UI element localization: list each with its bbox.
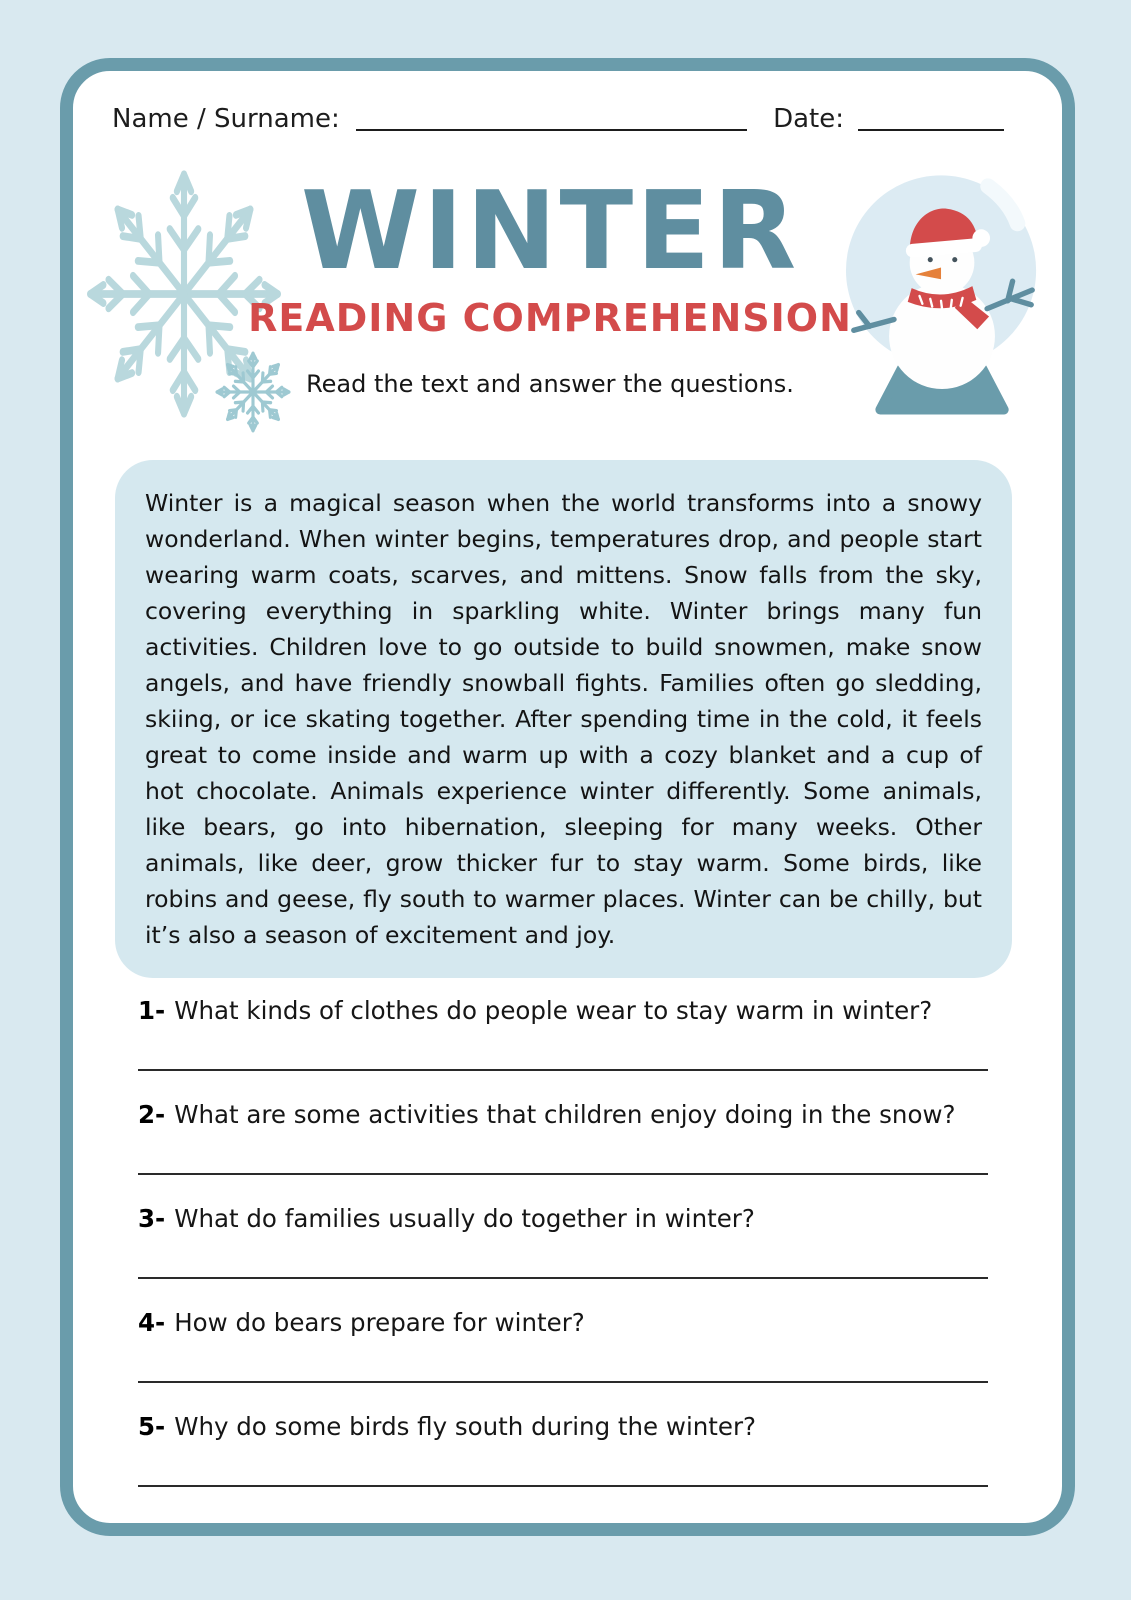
name-input-line[interactable] (356, 107, 747, 131)
question-item (138, 1100, 988, 1175)
question-number: 1- (138, 996, 166, 1025)
question-label: How do bears prepare for winter? (174, 1308, 585, 1337)
question-number: 5- (138, 1412, 166, 1441)
question-label: What kinds of clothes do people wear to stay warm in winter? (174, 996, 933, 1025)
question-label: What are some activities that children enjoy doing in the snow? (174, 1100, 956, 1129)
question-text (138, 1412, 988, 1441)
answer-line[interactable] (138, 1485, 988, 1487)
snow-globe-snowman-icon (845, 160, 1041, 426)
question-item (138, 1308, 988, 1383)
questions-section (138, 996, 988, 1516)
answer-line[interactable] (138, 1173, 988, 1175)
question-label: What do families usually do together in winter? (174, 1204, 755, 1233)
question-item (138, 1412, 988, 1487)
passage-box (115, 460, 1012, 978)
answer-line[interactable] (138, 1277, 988, 1279)
name-label: Name / Surname: (112, 104, 340, 134)
instruction-text: Read the text and answer the questions. (306, 370, 794, 399)
question-text (138, 1308, 988, 1337)
question-item (138, 996, 988, 1071)
date-label: Date: (773, 104, 844, 134)
question-number: 4- (138, 1308, 166, 1337)
question-item (138, 1204, 988, 1279)
question-text (138, 1100, 988, 1129)
question-label: Why do some birds fly south during the winter? (174, 1412, 757, 1441)
page-title: WINTER (300, 169, 800, 294)
question-text (138, 996, 988, 1025)
question-text (138, 1204, 988, 1233)
page-subtitle: READING COMPREHENSION (248, 296, 852, 341)
question-number: 3- (138, 1204, 166, 1233)
question-number: 2- (138, 1100, 166, 1129)
passage-text: Winter is a magical season when the world transforms into a snowy wonderland. When winter begins, temperatures drop, and people start wearing warm coats, scarves, and mittens. Snow falls from the sky, covering everything in sparkling white. Winter brings many fun activities. Children love to go outside to build snowmen, make snow angels, and have friendly snowball fights. Families often go sledding, skiing, or ice skating together. After spending time in the cold, it feels great to come inside and warm up with a cozy blanket and a cup of hot chocolate. Animals experience winter differently. Some animals, like bears, go into hibernation, sleeping for many weeks. Other animals, like deer, grow thicker fur to stay warm. Some birds, like robins and geese, fly south to warmer places. Winter can be chilly, but it’s also a season of excitement and joy. (145, 489, 982, 949)
answer-line[interactable] (138, 1069, 988, 1071)
date-input-line[interactable] (858, 107, 1004, 131)
worksheet-header (112, 104, 1004, 134)
answer-line[interactable] (138, 1381, 988, 1383)
